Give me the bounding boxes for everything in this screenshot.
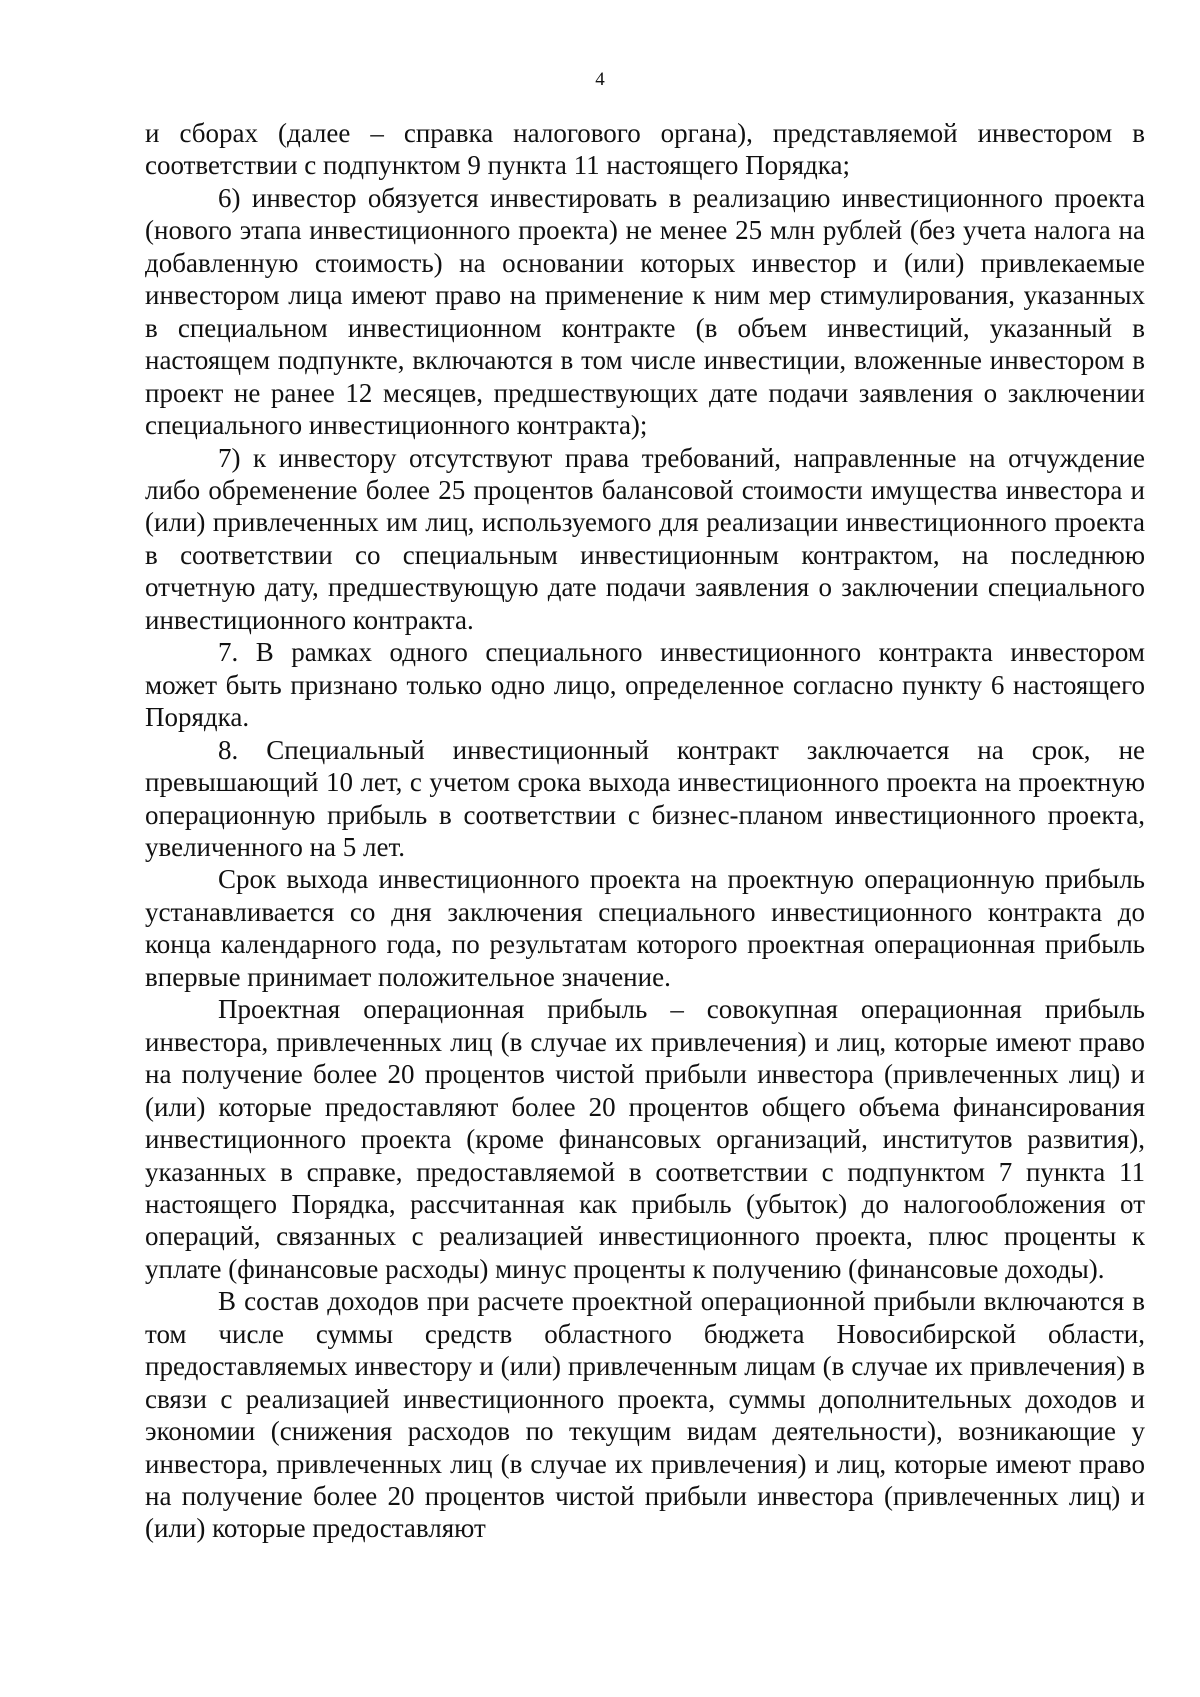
document-body	[145, 117, 1145, 1545]
paragraph-item-7: 7. В рамках одного специального инвестиционного контракта инвестором может быть признано только одно лицо, определенное согласно пункту 6 настоящего Порядка.	[145, 637, 1145, 733]
page-number: 4	[595, 69, 605, 90]
paragraph-subitem-7: 7) к инвестору отсутствуют права требований, направленные на отчуждение либо обременение более 25 процентов балансовой стоимости имущества инвестора и (или) привлеченных им лиц, используемого для реализации инвестиционного проекта в соответствии со специальным инвестиционным контрактом, на последнюю отчетную дату, предшествующую дате подачи заявления о заключении специального инвестиционного контракта.	[145, 442, 1145, 635]
paragraph-subitem-6: 6) инвестор обязуется инвестировать в реализацию инвестиционного проекта (нового этапа инвестиционного проекта) не менее 25 млн рублей (без учета налога на добавленную стоимость) на основании которых инвестор и (или) привлекаемые инвестором лица имеют право на применение к ним мер стимулирования, указанных в специальном инвестиционном контракте (в объем инвестиций, указанный в настоящем подпункте, включаются в том числе инвестиции, вложенные инвестором в проект не ранее 12 месяцев, предшествующих дате подачи заявления о заключении специального инвестиционного контракта);	[145, 182, 1145, 441]
paragraph-sostav-dokhodov: В состав доходов при расчете проектной операционной прибыли включаются в том числе суммы средств областного бюджета Новосибирской области, предоставляемых инвестору и (или) привлеченным лицам (в случае их привлечения) в связи с реализацией инвестиционного проекта, суммы дополнительных доходов и экономии (снижения расходов по текущим видам деятельности), возникающие у инвестора, привлеченных лиц (в случае их привлечения) и лиц, которые имеют право на получение более 20 процентов чистой прибыли инвестора (привлеченных лиц) и (или) которые предоставляют	[145, 1286, 1145, 1544]
paragraph-srok-vykhoda: Срок выхода инвестиционного проекта на проектную операционную прибыль устанавливается со дня заключения специального инвестиционного контракта до конца календарного года, по результатам которого проектная операционная прибыль впервые принимает положительное значение.	[145, 864, 1145, 992]
paragraph-item-8: 8. Специальный инвестиционный контракт заключается на срок, не превышающий 10 лет, с учетом срока выхода инвестиционного проекта на проектную операционную прибыль в соответствии с бизнес-планом инвестиционного проекта, увеличенного на 5 лет.	[145, 734, 1145, 862]
paragraph-sbory-continuation: и сборах (далее – справка налогового органа), представляемой инвестором в соответствии с подпунктом 9 пункта 11 настоящего Порядка;	[145, 118, 1145, 181]
paragraph-proektnaya-pribyl: Проектная операционная прибыль – совокупная операционная прибыль инвестора, привлеченных лиц (в случае их привлечения) и лиц, которые имеют право на получение более 20 процентов чистой прибыли инвестора (привлеченных лиц) и (или) которые предоставляют более 20 процентов общего объема финансирования инвестиционного проекта (кроме финансовых организаций, институтов развития), указанных в справке, предоставляемой в соответствии с подпунктом 7 пункта 11 настоящего Порядка, рассчитанная как прибыль (убыток) до налогообложения от операций, связанных с реализацией инвестиционного проекта, плюс проценты к уплате (финансовые расходы) минус проценты к получению (финансовые доходы).	[145, 994, 1145, 1284]
